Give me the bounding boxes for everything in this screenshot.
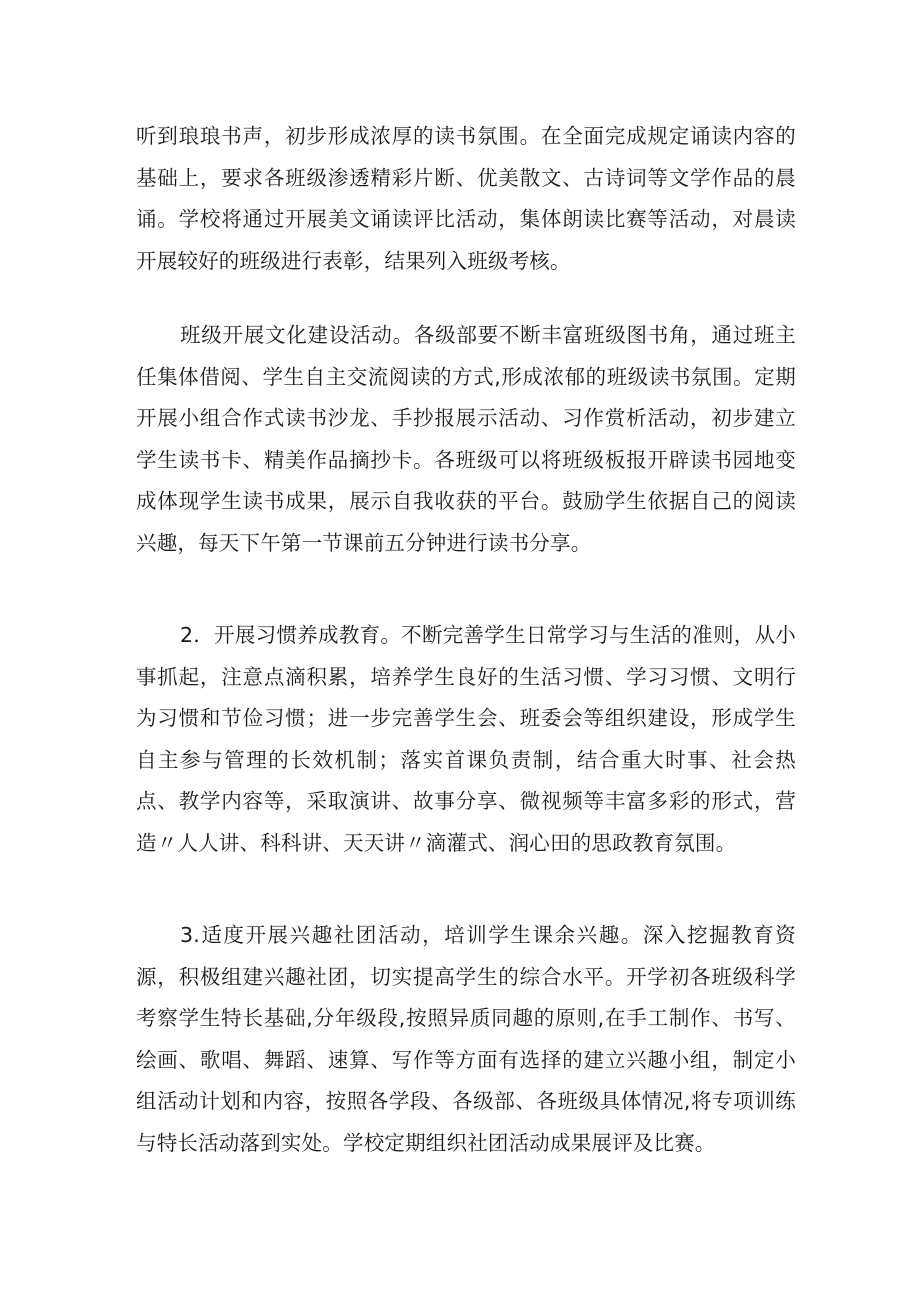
paragraph-interest-clubs — [136, 915, 796, 1164]
paragraph-text: 班级开展文化建设活动。各级部要不断丰富班级图书角，通过班主任集体借阅、学生自主交流阅读的方式,形成浓郁的班级读书氛围。定期开展小组合作式读书沙龙、手抄报展示活动、习作赏析活动，初步建立学生读书卡、精美作品摘抄卡。各班级可以将班级板报开辟读书园地变成体现学生读书成果，展示自我收获的平台。鼓励学生依据自己的阅读兴趣，每天下午第一节课前五分钟进行读书分享。 — [136, 323, 796, 555]
paragraph-text: 3.适度开展兴趣社团活动，培训学生课余兴趣。深入挖掘教育资源，积极组建兴趣社团，切实提高学生的综合水平。开学初各班级科学考察学生特长基础,分年级段,按照异质同趣的原则,在手工制作、书写、绘画、歌唱、舞蹈、速算、写作等方面有选择的建立兴趣小组，制定小组活动计划和内容，按照各学段、各级部、各班级具体情况,将专项训练与特长活动落到实处。学校定期组织社团活动成果展评及比赛。 — [136, 923, 796, 1155]
paragraph-text: 听到琅琅书声，初步形成浓厚的读书氛围。在全面完成规定诵读内容的基础上，要求各班级渗透精彩片断、优美散文、古诗词等文学作品的晨诵。学校将通过开展美文诵读评比活动，集体朗读比赛等活动，对晨读开展较好的班级进行表彰，结果列入班级考核。 — [136, 124, 796, 273]
paragraph-habit-education — [136, 615, 796, 864]
paragraph-reading-atmosphere — [136, 116, 796, 282]
paragraph-class-culture — [136, 315, 796, 564]
paragraph-text: 2．开展习惯养成教育。不断完善学生日常学习与生活的准则，从小事抓起，注意点滴积累，培养学生良好的生活习惯、学习习惯、文明行为习惯和节俭习惯；进一步完善学生会、班委会等组织建设，形成学生自主参与管理的长效机制；落实首课负责制，结合重大时事、社会热点、教学内容等，采取演讲、故事分享、微视频等丰富多彩的形式，营造〃人人讲、科科讲、天天讲〃滴灌式、润心田的思政教育氛围。 — [136, 623, 796, 855]
